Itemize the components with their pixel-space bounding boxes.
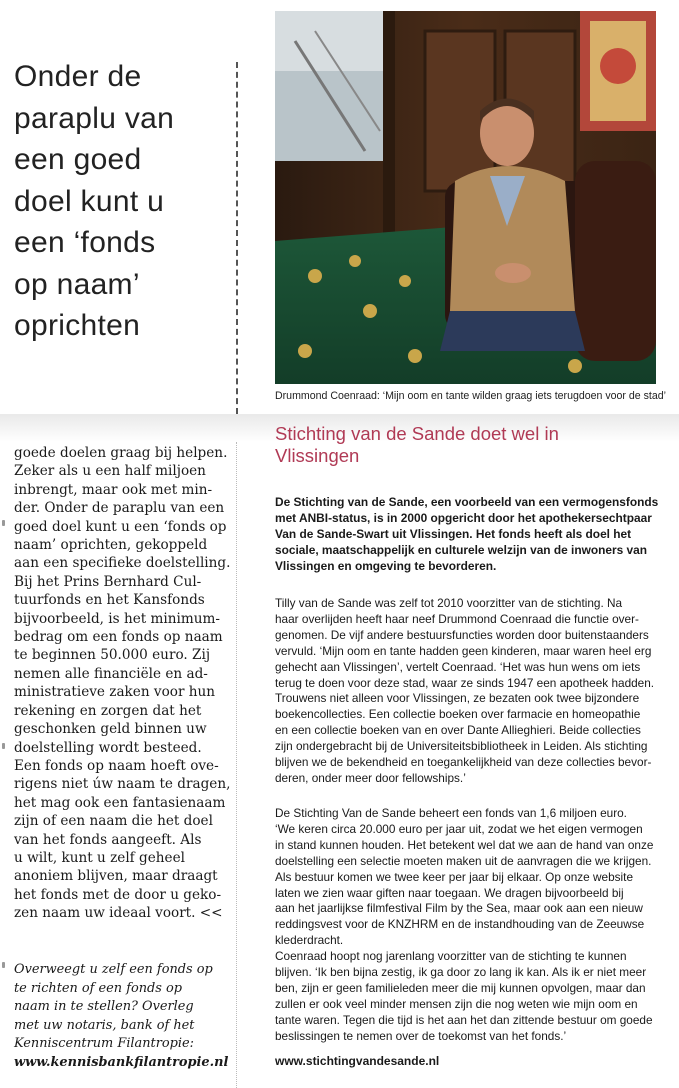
lead-line: sociale, maatschappelijk en culturele welzijn van de inwoners van <box>275 543 648 558</box>
note-line: naam in te stellen? Overleg <box>14 999 194 1014</box>
body-line: zijn ondergebracht bij de Universiteitsbibliotheek in Leiden. Als stichting <box>275 739 648 754</box>
body-line: boekencollecties. Een collectie boeken over farmacie en homeopathie <box>275 707 641 722</box>
note-line: met uw notaris, bank of het <box>14 1017 195 1033</box>
text-line: doelstelling wordt besteed. <box>14 739 202 756</box>
pull-quote-line: oprichten <box>14 309 141 342</box>
text-line: inbrengt, maar ook met min- <box>14 481 213 498</box>
text-line: zen naam uw ideaal voort. << <box>14 905 223 922</box>
text-line: geschonken geld binnen uw <box>14 721 207 738</box>
text-line: zijn of een naam die het doel <box>14 813 213 830</box>
article-paragraph <box>275 596 675 787</box>
vertical-dashed-divider <box>236 62 238 414</box>
text-line: Bij het Prins Bernhard Cul- <box>14 573 202 590</box>
margin-marker <box>2 520 5 526</box>
pull-quote-line: op naam’ <box>14 267 140 301</box>
text-line: Zeker als u een half miljoen <box>14 463 206 480</box>
lead-line: Vlissingen en omgeving te bevorderen. <box>275 559 497 574</box>
text-line: te beginnen 50.000 euro. Zij <box>14 647 211 664</box>
body-line: beslissingen te nemen over de toekomst van het fonds.’ <box>275 1028 567 1043</box>
margin-marker <box>2 962 5 968</box>
text-line: Een fonds op naam hoeft ove- <box>14 757 219 774</box>
photo-caption: Drummond Coenraad: ‘Mijn oom en tante wilden graag iets terugdoen voor de stad’ <box>275 390 667 402</box>
article-paragraph <box>275 806 675 1045</box>
text-line: bedrag om een fonds op naam <box>14 629 223 646</box>
headline-line: Vlissingen <box>275 445 360 466</box>
note-line: Overweegt u zelf een fonds op <box>14 962 213 977</box>
text-line: goed doel kunt u een ‘fonds op <box>14 518 227 535</box>
column-divider <box>236 442 237 1088</box>
body-line: blijven we de bekendheid en toegankelijkheid van deze collecties bevor- <box>275 755 652 770</box>
pull-quote-line: paraplu van <box>14 101 175 135</box>
body-line: vervuld. ‘Mijn oom en tante hadden geen kinderen, maar waren heel erg <box>275 643 652 658</box>
stichting-website-link[interactable]: www.stichtingvandesande.nl <box>275 1054 440 1068</box>
body-line: en een collectie boeken van en over Dante Allieghieri. Beide collecties <box>275 723 641 738</box>
article-headline <box>275 423 665 467</box>
portrait-photo <box>275 11 656 384</box>
text-line: het fonds met de door u geko- <box>14 886 222 903</box>
text-line: goede doelen graag bij helpen. <box>14 445 228 461</box>
text-line: het mag ook een fantasienaam <box>14 794 226 811</box>
note-line: Kenniscentrum Filantropie: <box>14 1036 194 1051</box>
text-line: anoniem blijven, maar draagt <box>14 868 218 885</box>
left-column-note <box>14 961 236 1072</box>
pull-quote-line: een goed <box>14 143 142 176</box>
margin-marker <box>2 743 5 749</box>
text-line: nemen alle financiële en ad- <box>14 665 208 682</box>
text-line: rekening en zorgen dat het <box>14 702 202 719</box>
pull-quote <box>14 56 229 347</box>
body-line: ben, zijn er geen familieleden meer die mij kunnen opvolgen, maar dan <box>275 980 646 995</box>
note-line: te richten of een fonds op <box>14 980 183 996</box>
pull-quote-line: Onder de <box>14 60 142 93</box>
pull-quote-line: een ‘fonds <box>14 226 156 259</box>
text-line: tuurfonds en het Kansfonds <box>14 592 205 609</box>
body-line: haar overlijden heeft haar neef Drummond Coenraad die functie over- <box>275 611 639 626</box>
body-line: deren, onder meer door fellowships.’ <box>275 770 466 785</box>
body-line: reddingsvest voor de KNZHRM en de instandhouding van de Zeeuwse <box>275 917 645 932</box>
lead-line: met ANBI-status, is in 2000 opgericht door het apothekersechtpaar <box>275 511 652 526</box>
body-line: De Stichting Van de Sande beheert een fonds van 1,6 miljoen euro. <box>275 806 627 820</box>
body-line: aan het jaarlijkse filmfestival Film by the Sea, maar ook aan een nieuw <box>275 901 643 916</box>
kennisbank-link[interactable]: www.kennisbankfilantropie.nl <box>14 1054 229 1070</box>
body-line: Trouwens niet alleen voor Vlissingen, ze bezaten ook twee bijzondere <box>275 691 640 706</box>
text-line: der. Onder de paraplu van een <box>14 500 225 517</box>
pull-quote-line: doel kunt u <box>14 184 165 218</box>
body-line: gehecht aan Vlissingen’, vertelt Coenraad. ‘Het was hun wens om iets <box>275 659 641 674</box>
body-line: ‘We keren circa 20.000 euro per jaar uit, zodat we het eigen vermogen <box>275 821 643 836</box>
text-line: ministratieve zaken voor hun <box>14 684 216 701</box>
body-line: Tilly van de Sande was zelf tot 2010 voorzitter van de stichting. Na <box>275 596 623 610</box>
body-line: blijven. ‘Ik ben bijna zestig, ik ga door zo lang ik kan. Als ik er niet meer <box>275 965 647 980</box>
body-line: laten we zien waar giften naar toegaan. We dragen bijvoorbeeld bij <box>275 885 624 900</box>
text-line: van het fonds aangeeft. Als <box>14 831 202 848</box>
body-line: zullen er ook veel minder mensen zijn die nog weten wie mijn oom en <box>275 996 638 1011</box>
text-line: rigens niet úw naam te dragen, <box>14 776 231 793</box>
body-line: in stand kunnen houden. Het betekent wel dat we aan de hand van onze <box>275 837 654 852</box>
body-line: Als bestuur komen we twee keer per jaar bij elkaar. Op onze website <box>275 869 634 884</box>
headline-line: Stichting van de Sande doet wel in <box>275 423 559 444</box>
lead-line: De Stichting van de Sande, een voorbeeld van een vermogensfonds <box>275 495 659 509</box>
body-line: Coenraad hoopt nog jarenlang voorzitter van de stichting te kunnen <box>275 949 627 964</box>
text-line: naam’ oprichten, gekoppeld <box>14 537 208 554</box>
article-lead <box>275 494 675 574</box>
body-line: tante waren. Tegen die tijd is het aan het dan zittende bestuur om goede <box>275 1012 653 1027</box>
text-line: bijvoorbeeld, is het minimum- <box>14 610 220 627</box>
text-line: aan een specifieke doelstelling. <box>14 555 231 572</box>
body-line: doelstelling een selectie moeten maken uit de aanvragen die we krijgen. <box>275 853 652 868</box>
text-line: u wilt, kunt u zelf geheel <box>14 849 185 866</box>
body-line: klederdracht. <box>275 933 344 948</box>
lead-line: Van de Sande-Swart uit Vlissingen. Het fonds heeft als doel het <box>275 527 632 542</box>
left-column-text <box>14 444 236 923</box>
body-line: genomen. De vijf andere bestuursfuncties worden door buitenstaanders <box>275 627 649 642</box>
body-line: terug te doen voor deze stad, waar ze sinds 1947 een apotheek hadden. <box>275 675 655 690</box>
